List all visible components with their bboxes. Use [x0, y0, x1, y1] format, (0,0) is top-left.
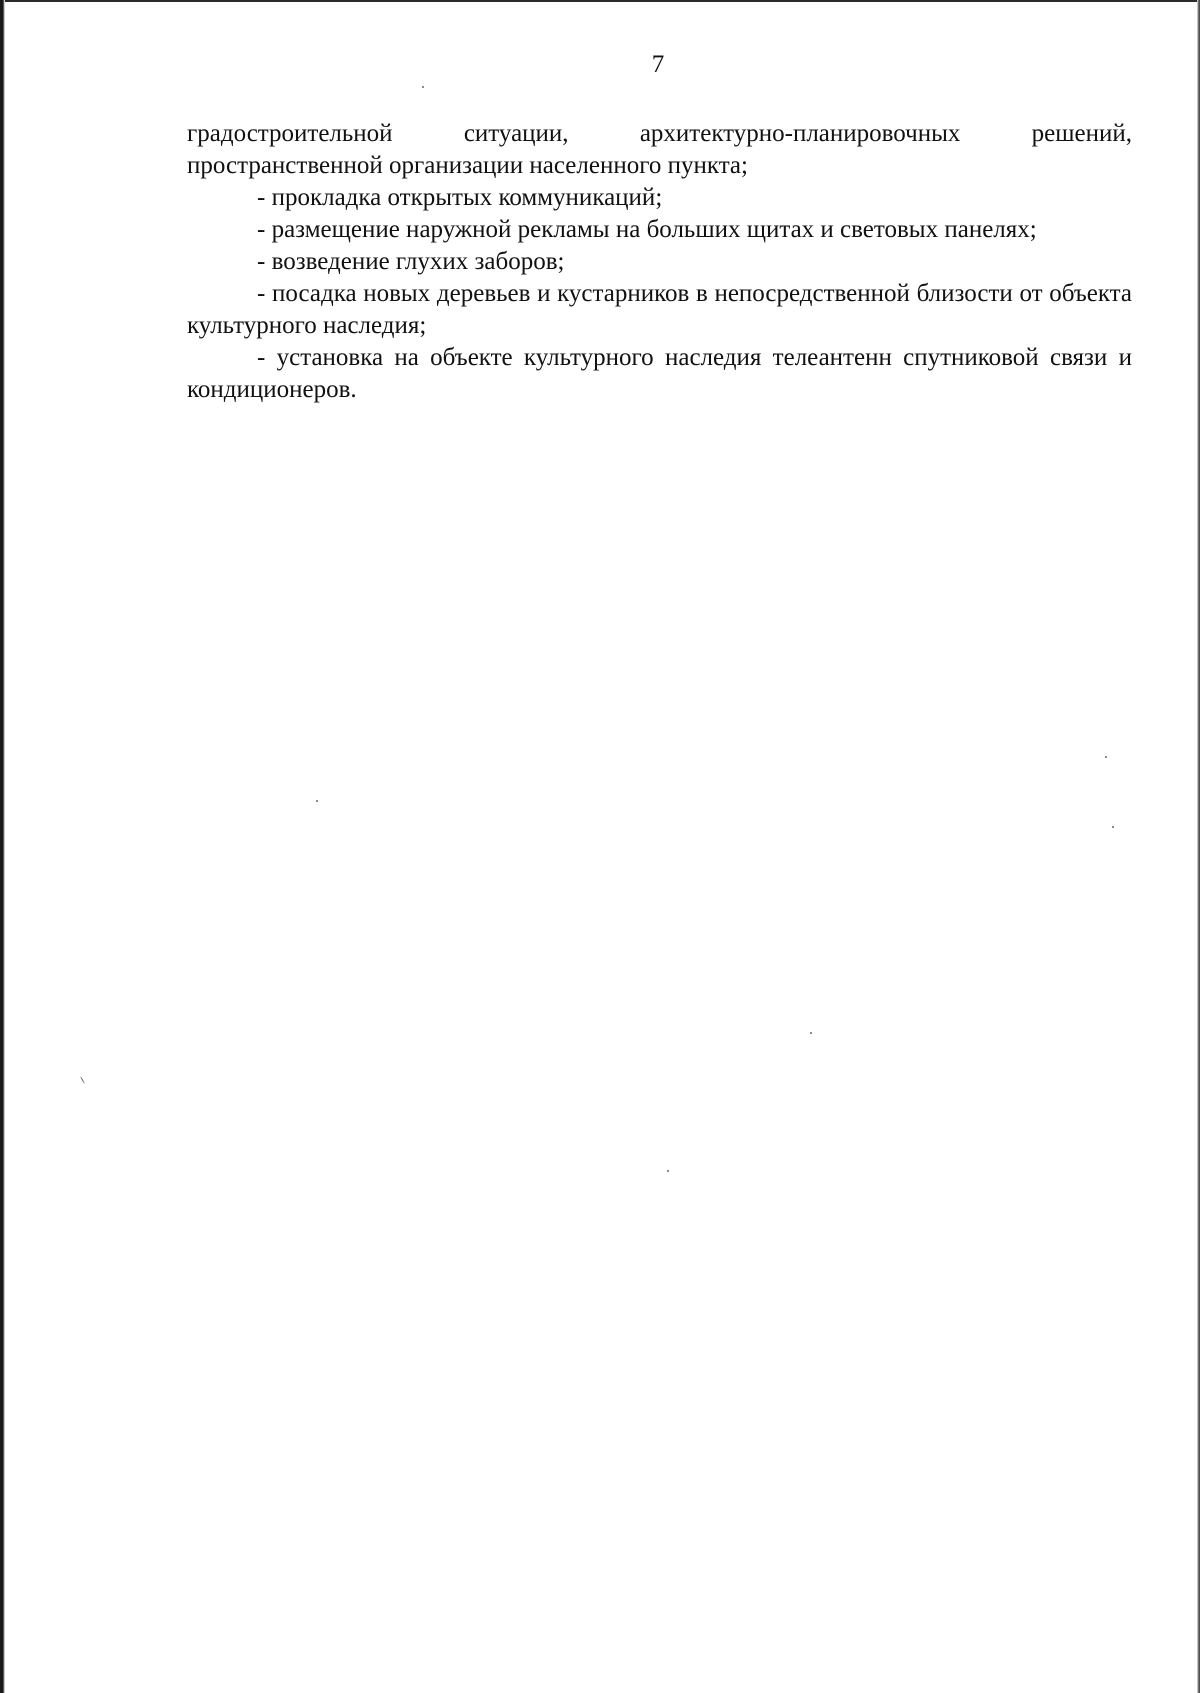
- scan-speck: [80, 1076, 85, 1083]
- scan-speck: [810, 1032, 812, 1034]
- scan-speck: [1105, 756, 1107, 758]
- paragraph-line: пространственной организации населенного пункта;: [187, 152, 748, 179]
- paragraph-continuation: [187, 118, 1132, 182]
- scan-edge-left: [0, 0, 5, 1693]
- list-item: - размещение наружной рекламы на больших щитах и световых панелях;: [257, 216, 1037, 243]
- scan-speck: [667, 1170, 669, 1172]
- scan-speck: [316, 800, 318, 802]
- list-item: - возведение глухих заборов;: [257, 248, 565, 275]
- scan-speck: [1112, 826, 1114, 828]
- list-item: - прокладка открытых коммуникаций;: [257, 184, 663, 211]
- scan-edge-top: [0, 0, 1200, 2]
- list-item: - установка на объекте культурного наследия телеантенн спутниковой связи и кондиционеров.: [187, 344, 1132, 403]
- paragraph-line: градостроительной ситуации, архитектурно-планировочных решений,: [187, 120, 1132, 147]
- scan-speck: [422, 86, 424, 88]
- page-number: 7: [651, 51, 665, 78]
- list-item: - посадка новых деревьев и кустарников в непосредственной близости от объекта культурного наследия;: [187, 280, 1132, 339]
- document-body: [187, 118, 1132, 406]
